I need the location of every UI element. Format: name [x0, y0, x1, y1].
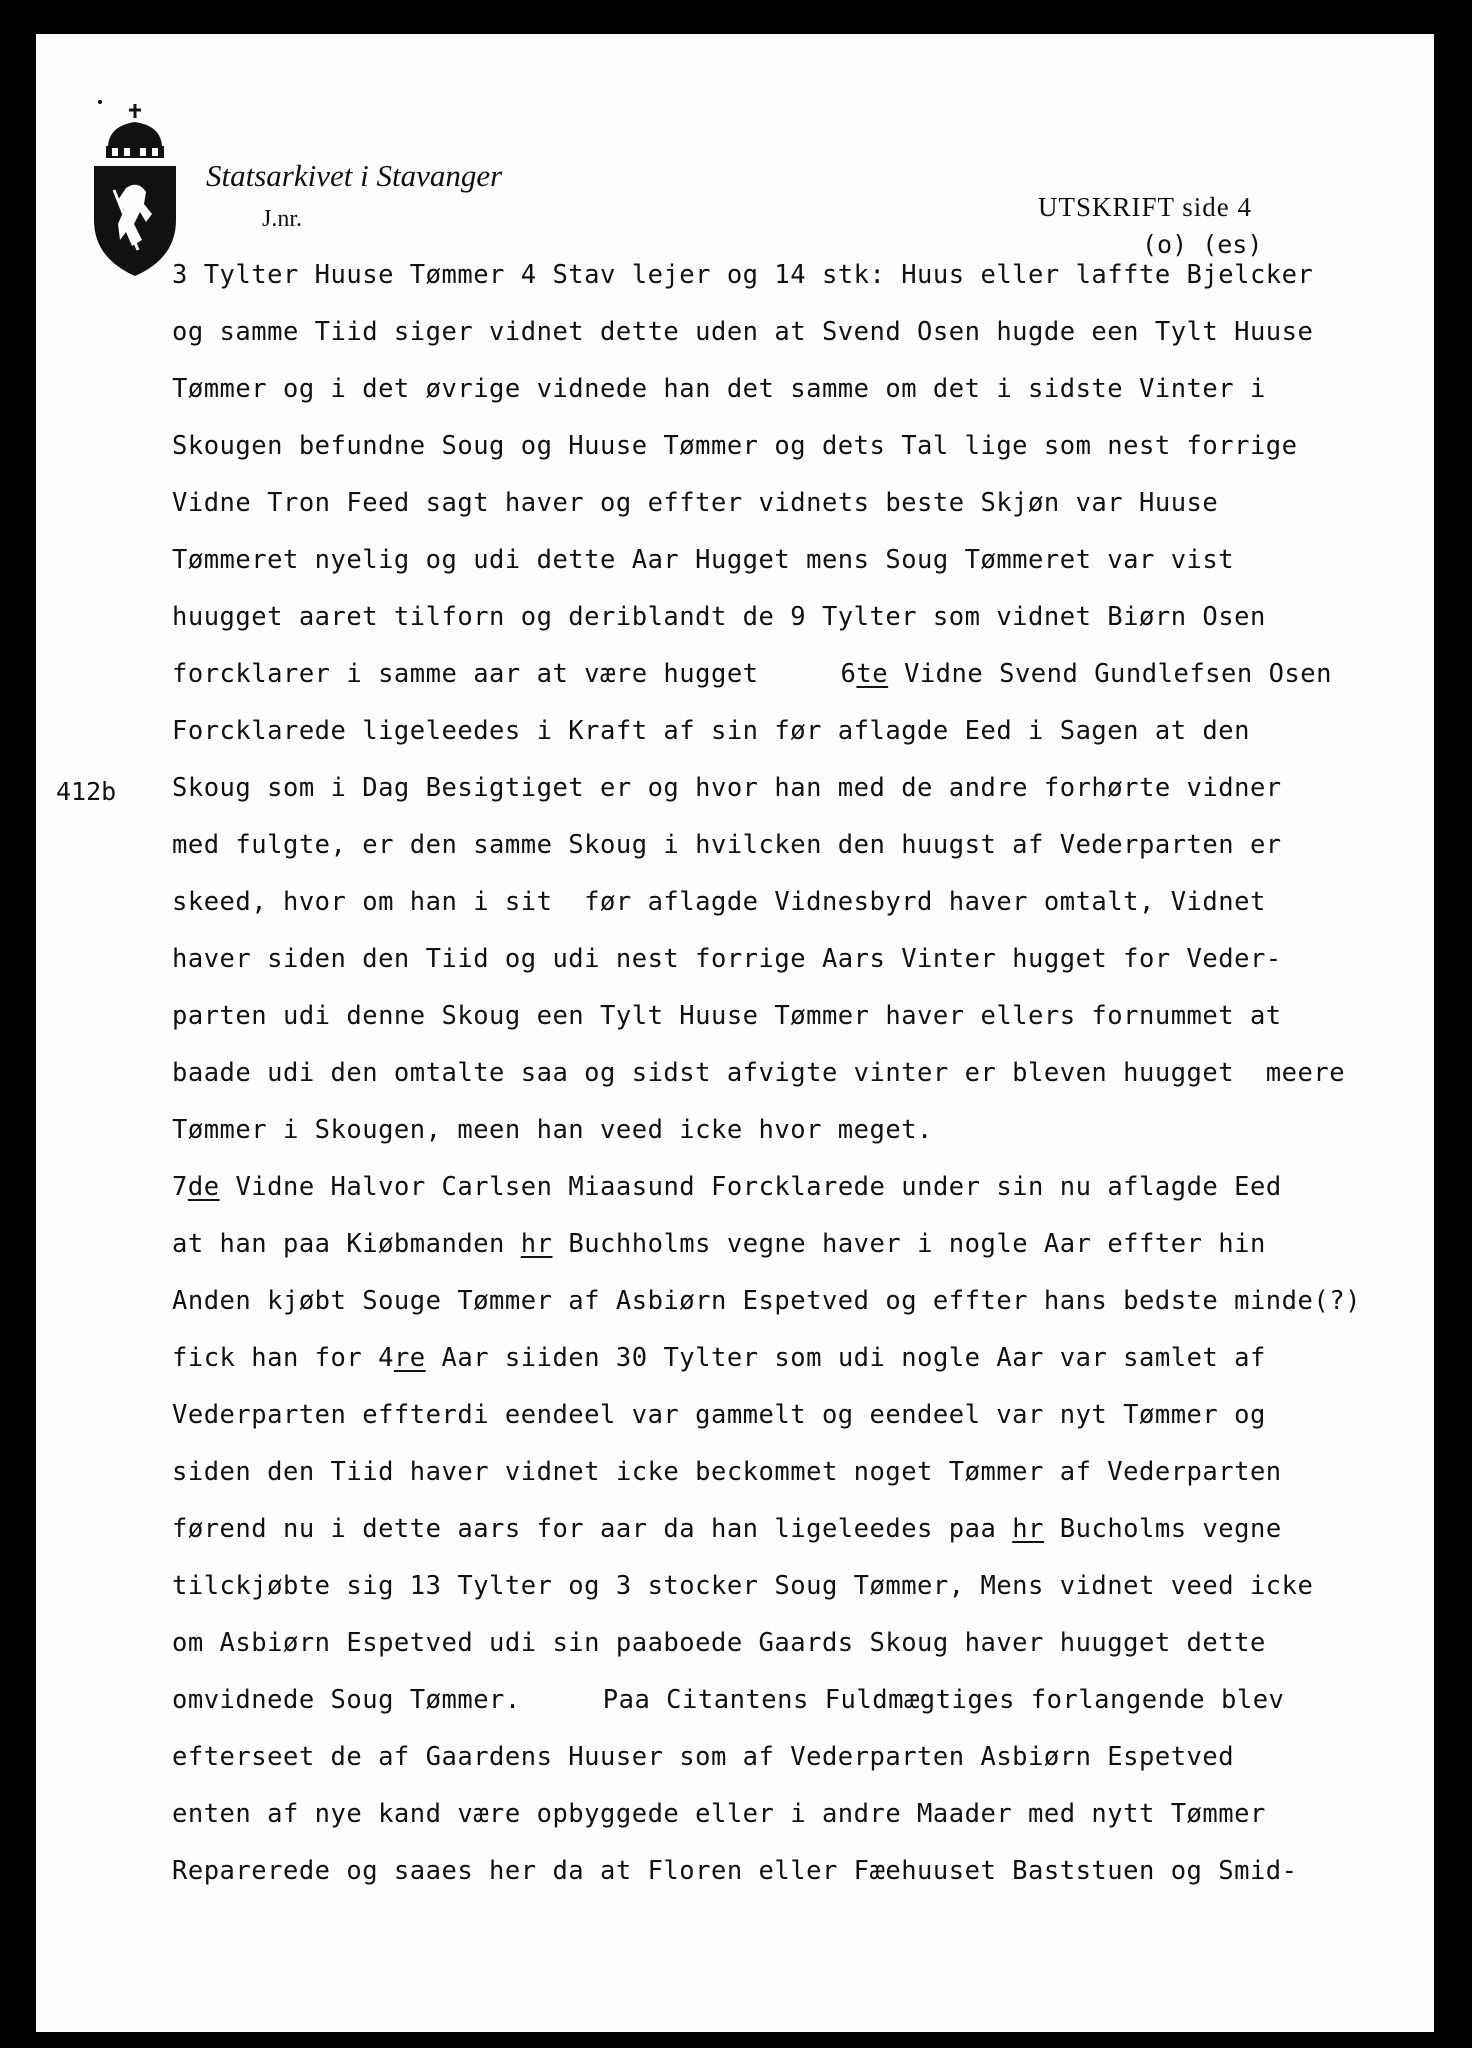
text-line-4: Skougen befundne Soug og Huuse Tømmer og dets Tal lige som nest forrige — [172, 431, 1298, 461]
page-label: UTSKRIFT side 4 — [1038, 192, 1253, 222]
text-line-1: 3 Tylter Huuse Tømmer 4 Stav lejer og 14 stk: Huus eller laffte Bjelcker — [172, 260, 1314, 290]
text-line-5: Vidne Tron Feed sagt haver og effter vidnets beste Skjøn var Huuse — [172, 488, 1219, 518]
document-codes: (o) (es) — [1142, 230, 1263, 259]
text-line-26: omvidnede Soug Tømmer. Paa Citantens Fuldmægtiges forlangende blev — [172, 1685, 1285, 1715]
text-line-16: Tømmer i Skougen, meen han veed icke hvor meget. — [172, 1115, 933, 1145]
text-line-8: forcklarer i samme aar at være hugget 6te Vidne Svend Gundlefsen Osen — [172, 659, 1332, 689]
text-line-9: Forcklarede ligeleedes i Kraft af sin før aflagde Eed i Sagen at den — [172, 716, 1250, 746]
text-line-2: og samme Tiid siger vidnet dette uden at Svend Osen hugde een Tylt Huuse — [172, 317, 1314, 347]
text-line-3: Tømmer og i det øvrige vidnede han det samme om det i sidste Vinter i — [172, 374, 1266, 404]
text-line-22: siden den Tiid haver vidnet icke beckommet noget Tømmer af Vederparten — [172, 1457, 1282, 1487]
margin-folio-note: 412b — [56, 777, 117, 806]
text-line-11: med fulgte, er den samme Skoug i hvilcken den huugst af Vederparten er — [172, 830, 1282, 860]
text-line-14: parten udi denne Skoug een Tylt Huuse Tømmer haver ellers fornummet at — [172, 1001, 1282, 1031]
text-line-6: Tømmeret nyelig og udi dette Aar Hugget mens Soug Tømmeret var vist — [172, 545, 1235, 575]
text-line-18: at han paa Kiøbmanden hr Buchholms vegne haver i nogle Aar effter hin — [172, 1229, 1266, 1259]
text-line-19: Anden kjøbt Souge Tømmer af Asbiørn Espetved og effter hans bedste minde(?) — [172, 1286, 1361, 1316]
text-line-25: om Asbiørn Espetved udi sin paaboede Gaards Skoug haver huugget dette — [172, 1628, 1266, 1658]
text-line-7: huugget aaret tilforn og deriblandt de 9 Tylter som vidnet Biørn Osen — [172, 602, 1266, 632]
coat-of-arms-icon — [94, 100, 176, 276]
text-line-28: enten af nye kand være opbyggede eller i andre Maader med nytt Tømmer — [172, 1799, 1266, 1829]
text-line-23: førend nu i dette aars for aar da han ligeleedes paa hr Bucholms vegne — [172, 1514, 1282, 1544]
archive-name: Statsarkivet i Stavanger — [206, 158, 503, 193]
text-line-13: haver siden den Tiid og udi nest forrige Aars Vinter hugget for Veder- — [172, 944, 1282, 974]
text-line-24: tilckjøbte sig 13 Tylter og 3 stocker Soug Tømmer, Mens vidnet veed icke — [172, 1571, 1314, 1601]
text-line-10: Skoug som i Dag Besigtiget er og hvor han med de andre forhørte vidner — [172, 773, 1282, 803]
text-line-15: baade udi den omtalte saa og sidst afvigte vinter er bleven huugget meere — [172, 1058, 1346, 1088]
text-line-12: skeed, hvor om han i sit før aflagde Vidnesbyrd haver omtalt, Vidnet — [172, 887, 1266, 917]
journal-number-label: J.nr. — [262, 206, 303, 232]
text-line-29: Reparerede og saaes her da at Floren eller Fæehuuset Baststuen og Smid- — [172, 1856, 1298, 1886]
text-line-21: Vederparten effterdi eendeel var gammelt og eendeel var nyt Tømmer og — [172, 1400, 1266, 1430]
text-line-20: fick han for 4re Aar siiden 30 Tylter som udi nogle Aar var samlet af — [172, 1343, 1266, 1373]
text-line-27: efterseet de af Gaardens Huuser som af Vederparten Asbiørn Espetved — [172, 1742, 1235, 1772]
text-line-17: 7de Vidne Halvor Carlsen Miaasund Forcklarede under sin nu aflagde Eed — [172, 1172, 1282, 1202]
